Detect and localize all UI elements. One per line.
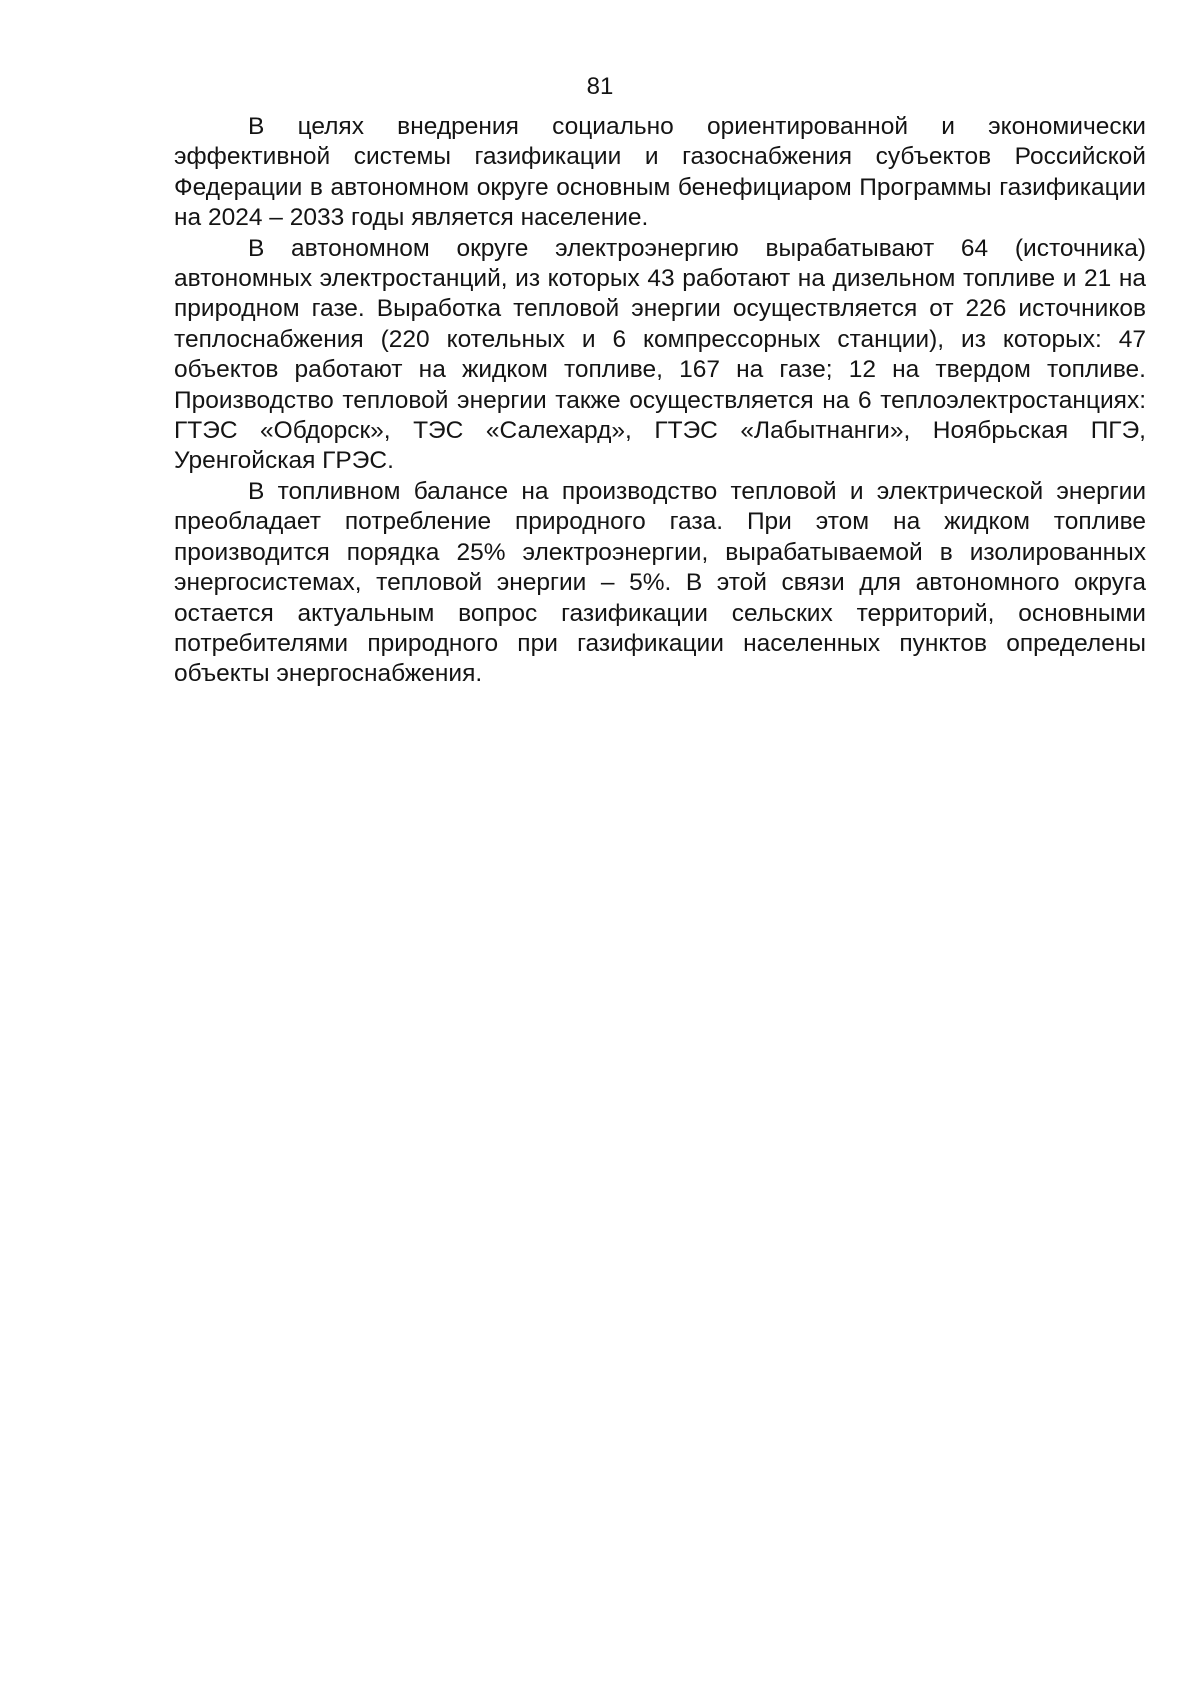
page-number: 81 — [586, 73, 614, 100]
document-body — [174, 112, 1146, 690]
paragraph-beneficiary: В целях внедрения социально ориентированной и экономически эффективной системы газификации и газоснабжения субъектов Российской Федерации в автономном округе основным бенефициаром Программы газификации на 2024 – 2033 годы является население. — [174, 113, 1146, 232]
paragraph-fuel-balance: В топливном балансе на производство тепловой и электрической энергии преобладает потребление природного газа. При этом на жидком топливе производится порядка 25% электроэнергии, вырабатываемой в изолированных энергосистемах, тепловой энергии – 5%. В этой связи для автономного округа остается актуальным вопрос газификации сельских территорий, основными потребителями природного при газификации населенных пунктов определены объекты энергоснабжения. — [174, 477, 1146, 688]
paragraph-power-sources: В автономном округе электроэнергию вырабатывают 64 (источника) автономных электростанций, из которых 43 работают на дизельном топливе и 21 на природном газе. Выработка тепловой энергии осуществляется от 226 источников теплоснабжения (220 котельных и 6 компрессорных станции), из которых: 47 объектов работают на жидком топливе, 167 на газе; 12 на твердом топливе. Производство тепловой энергии также осуществляется на 6 теплоэлектростанциях: ГТЭС «Обдорск», ТЭС «Салехард», ГТЭС «Лабытнанги», Ноябрьская ПГЭ, Уренгойская ГРЭС. — [174, 234, 1146, 475]
